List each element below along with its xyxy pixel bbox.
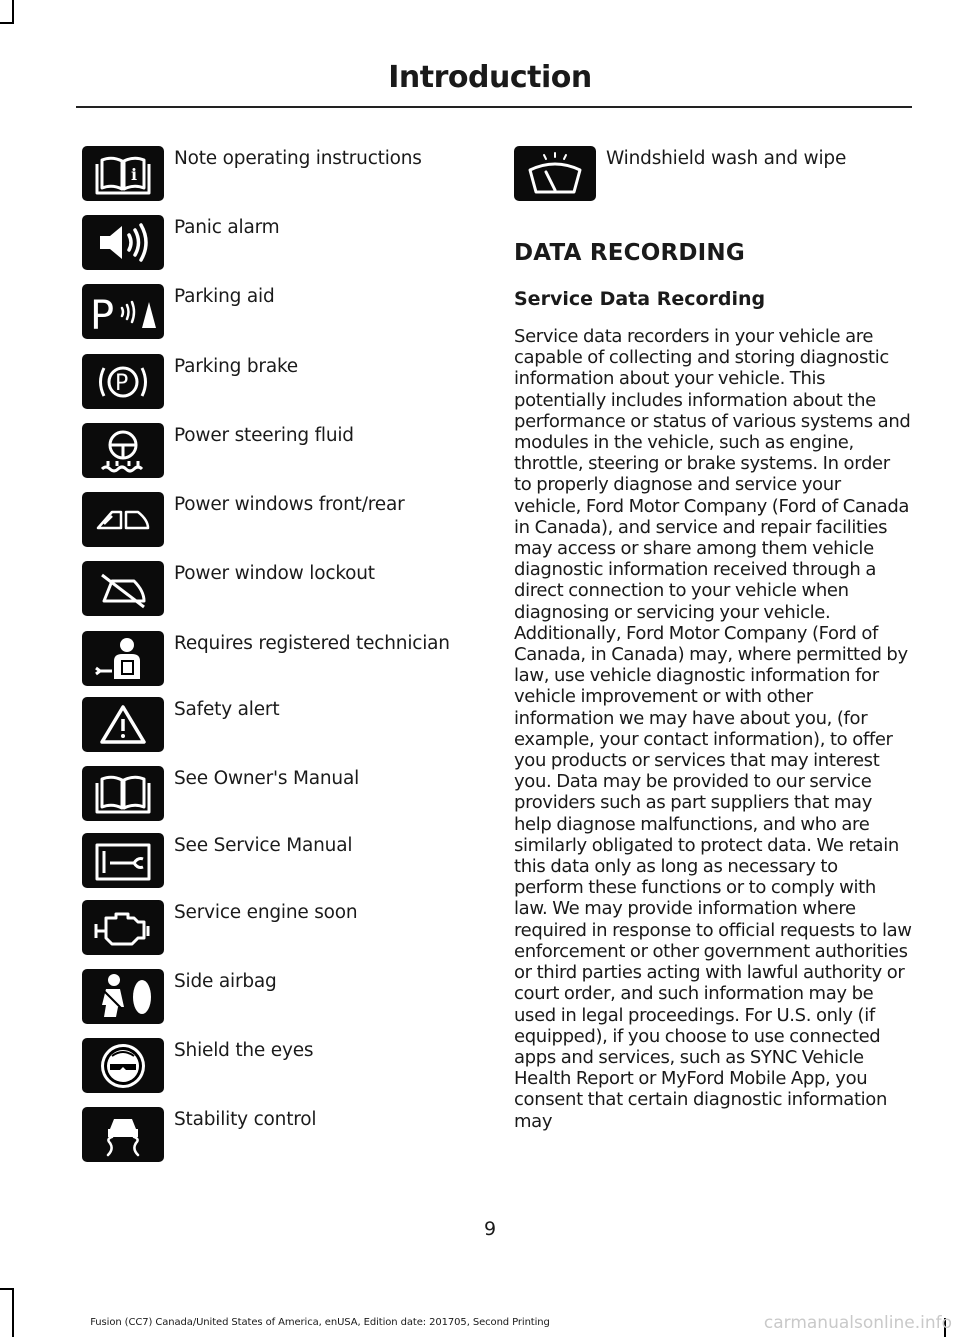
symbol-row-shield-the-eyes [82, 1038, 472, 1096]
symbol-label: See Owner's Manual [174, 768, 360, 789]
window-lockout-icon [82, 561, 164, 616]
subsection-heading: Service Data Recording [514, 288, 766, 310]
technician-icon [82, 631, 164, 686]
symbol-row-see-service-manual [82, 833, 472, 891]
symbol-row-service-engine-soon [82, 900, 472, 958]
stability-control-icon [82, 1107, 164, 1162]
symbol-label: Stability control [174, 1109, 317, 1130]
manual-info-icon [82, 146, 164, 201]
symbol-label: Side airbag [174, 971, 277, 992]
engine-icon [82, 900, 164, 955]
page-title: Introduction [388, 60, 592, 95]
symbol-label: Power windows front/rear [174, 494, 405, 515]
speaker-icon [82, 215, 164, 270]
symbol-row-see-owners-manual [82, 766, 472, 824]
crop-mark [0, 22, 14, 24]
symbol-row-power-windows [82, 492, 472, 550]
symbol-label: Parking brake [174, 356, 298, 377]
svg-text:P: P [115, 371, 129, 396]
eye-shield-icon [82, 1038, 164, 1093]
side-airbag-icon [82, 969, 164, 1024]
symbol-row-side-airbag [82, 969, 472, 1027]
symbol-label: Parking aid [174, 286, 275, 307]
symbol-label: Power window lockout [174, 563, 375, 584]
steering-fluid-icon [82, 423, 164, 478]
washer-wiper-icon [514, 146, 596, 201]
header-divider [76, 106, 912, 108]
symbol-row-registered-technician [82, 631, 472, 689]
parking-aid-icon [82, 284, 164, 339]
symbol-row-note-operating-instructions [82, 146, 472, 204]
symbol-label: Power steering fluid [174, 425, 354, 446]
page-number: 9 [483, 1218, 497, 1240]
power-window-icon [82, 492, 164, 547]
crop-mark [0, 1288, 14, 1290]
symbol-label: Safety alert [174, 699, 280, 720]
symbol-row-panic-alarm [82, 215, 472, 273]
symbol-row-windshield-wash-wipe [514, 146, 904, 204]
crop-mark [12, 1288, 14, 1337]
parking-brake-icon [82, 354, 164, 409]
symbol-row-power-window-lockout [82, 561, 472, 619]
symbol-label: Panic alarm [174, 217, 280, 238]
svg-text:P: P [90, 293, 115, 339]
section-heading: DATA RECORDING [514, 240, 745, 266]
watermark: carmanualsonline.info [763, 1313, 952, 1333]
symbol-label: Service engine soon [174, 902, 358, 923]
symbol-row-parking-brake [82, 354, 472, 412]
symbol-label: Note operating instructions [174, 148, 422, 169]
warning-triangle-icon [82, 697, 164, 752]
edition-footer: Fusion (CC7) Canada/United States of America, enUSA, Edition date: 201705, Second Printing [90, 1317, 550, 1328]
body-paragraph: Service data recorders in your vehicle are capable of collecting and storing diagnostic information about your vehicle. This potentially includes information about the performance or status of various systems and modules in the vehicle, such as engine, throttle, steering or brake systems. In order to properly diagnose and service your vehicle, Ford Motor Company (Ford of Canada in Canada), and service and repair facilities may access or share among them vehicle diagnostic information received through a direct connection to your vehicle when diagnosing or servicing your vehicle. Additionally, Ford Motor Company (Ford of Canada, in Canada) may, where permitted by law, use vehicle diagnostic information for vehicle improvement or with other information we may have about you, (for example, your contact information), to offer you products or services that may interest you. Data may be provided to our service providers such as part suppliers that may help diagnose malfunctions, and who are similarly obligated to protect data. We retain this data only as long as necessary to perform these functions or to comply with law. We may provide information where required in response to official requests to law enforcement or other government authorities or third parties acting with lawful authority or court order, and such information may be used in legal proceedings. For U.S. only (if equipped), if you choose to use connected apps and services, such as SYNC Vehicle Health Report or MyFord Mobile App, you consent that certain diagnostic information may [514, 326, 912, 1132]
symbol-row-stability-control [82, 1107, 472, 1165]
symbol-label: Requires registered technician [174, 633, 450, 654]
symbol-row-safety-alert [82, 697, 472, 755]
symbol-row-power-steering-fluid [82, 423, 472, 481]
svg-text:i: i [131, 165, 138, 184]
symbol-label: Shield the eyes [174, 1040, 314, 1061]
crop-mark [12, 0, 14, 22]
open-book-icon [82, 766, 164, 821]
service-manual-icon [82, 833, 164, 888]
symbol-row-parking-aid [82, 284, 472, 342]
symbol-label: See Service Manual [174, 835, 353, 856]
symbol-label: Windshield wash and wipe [606, 148, 847, 169]
